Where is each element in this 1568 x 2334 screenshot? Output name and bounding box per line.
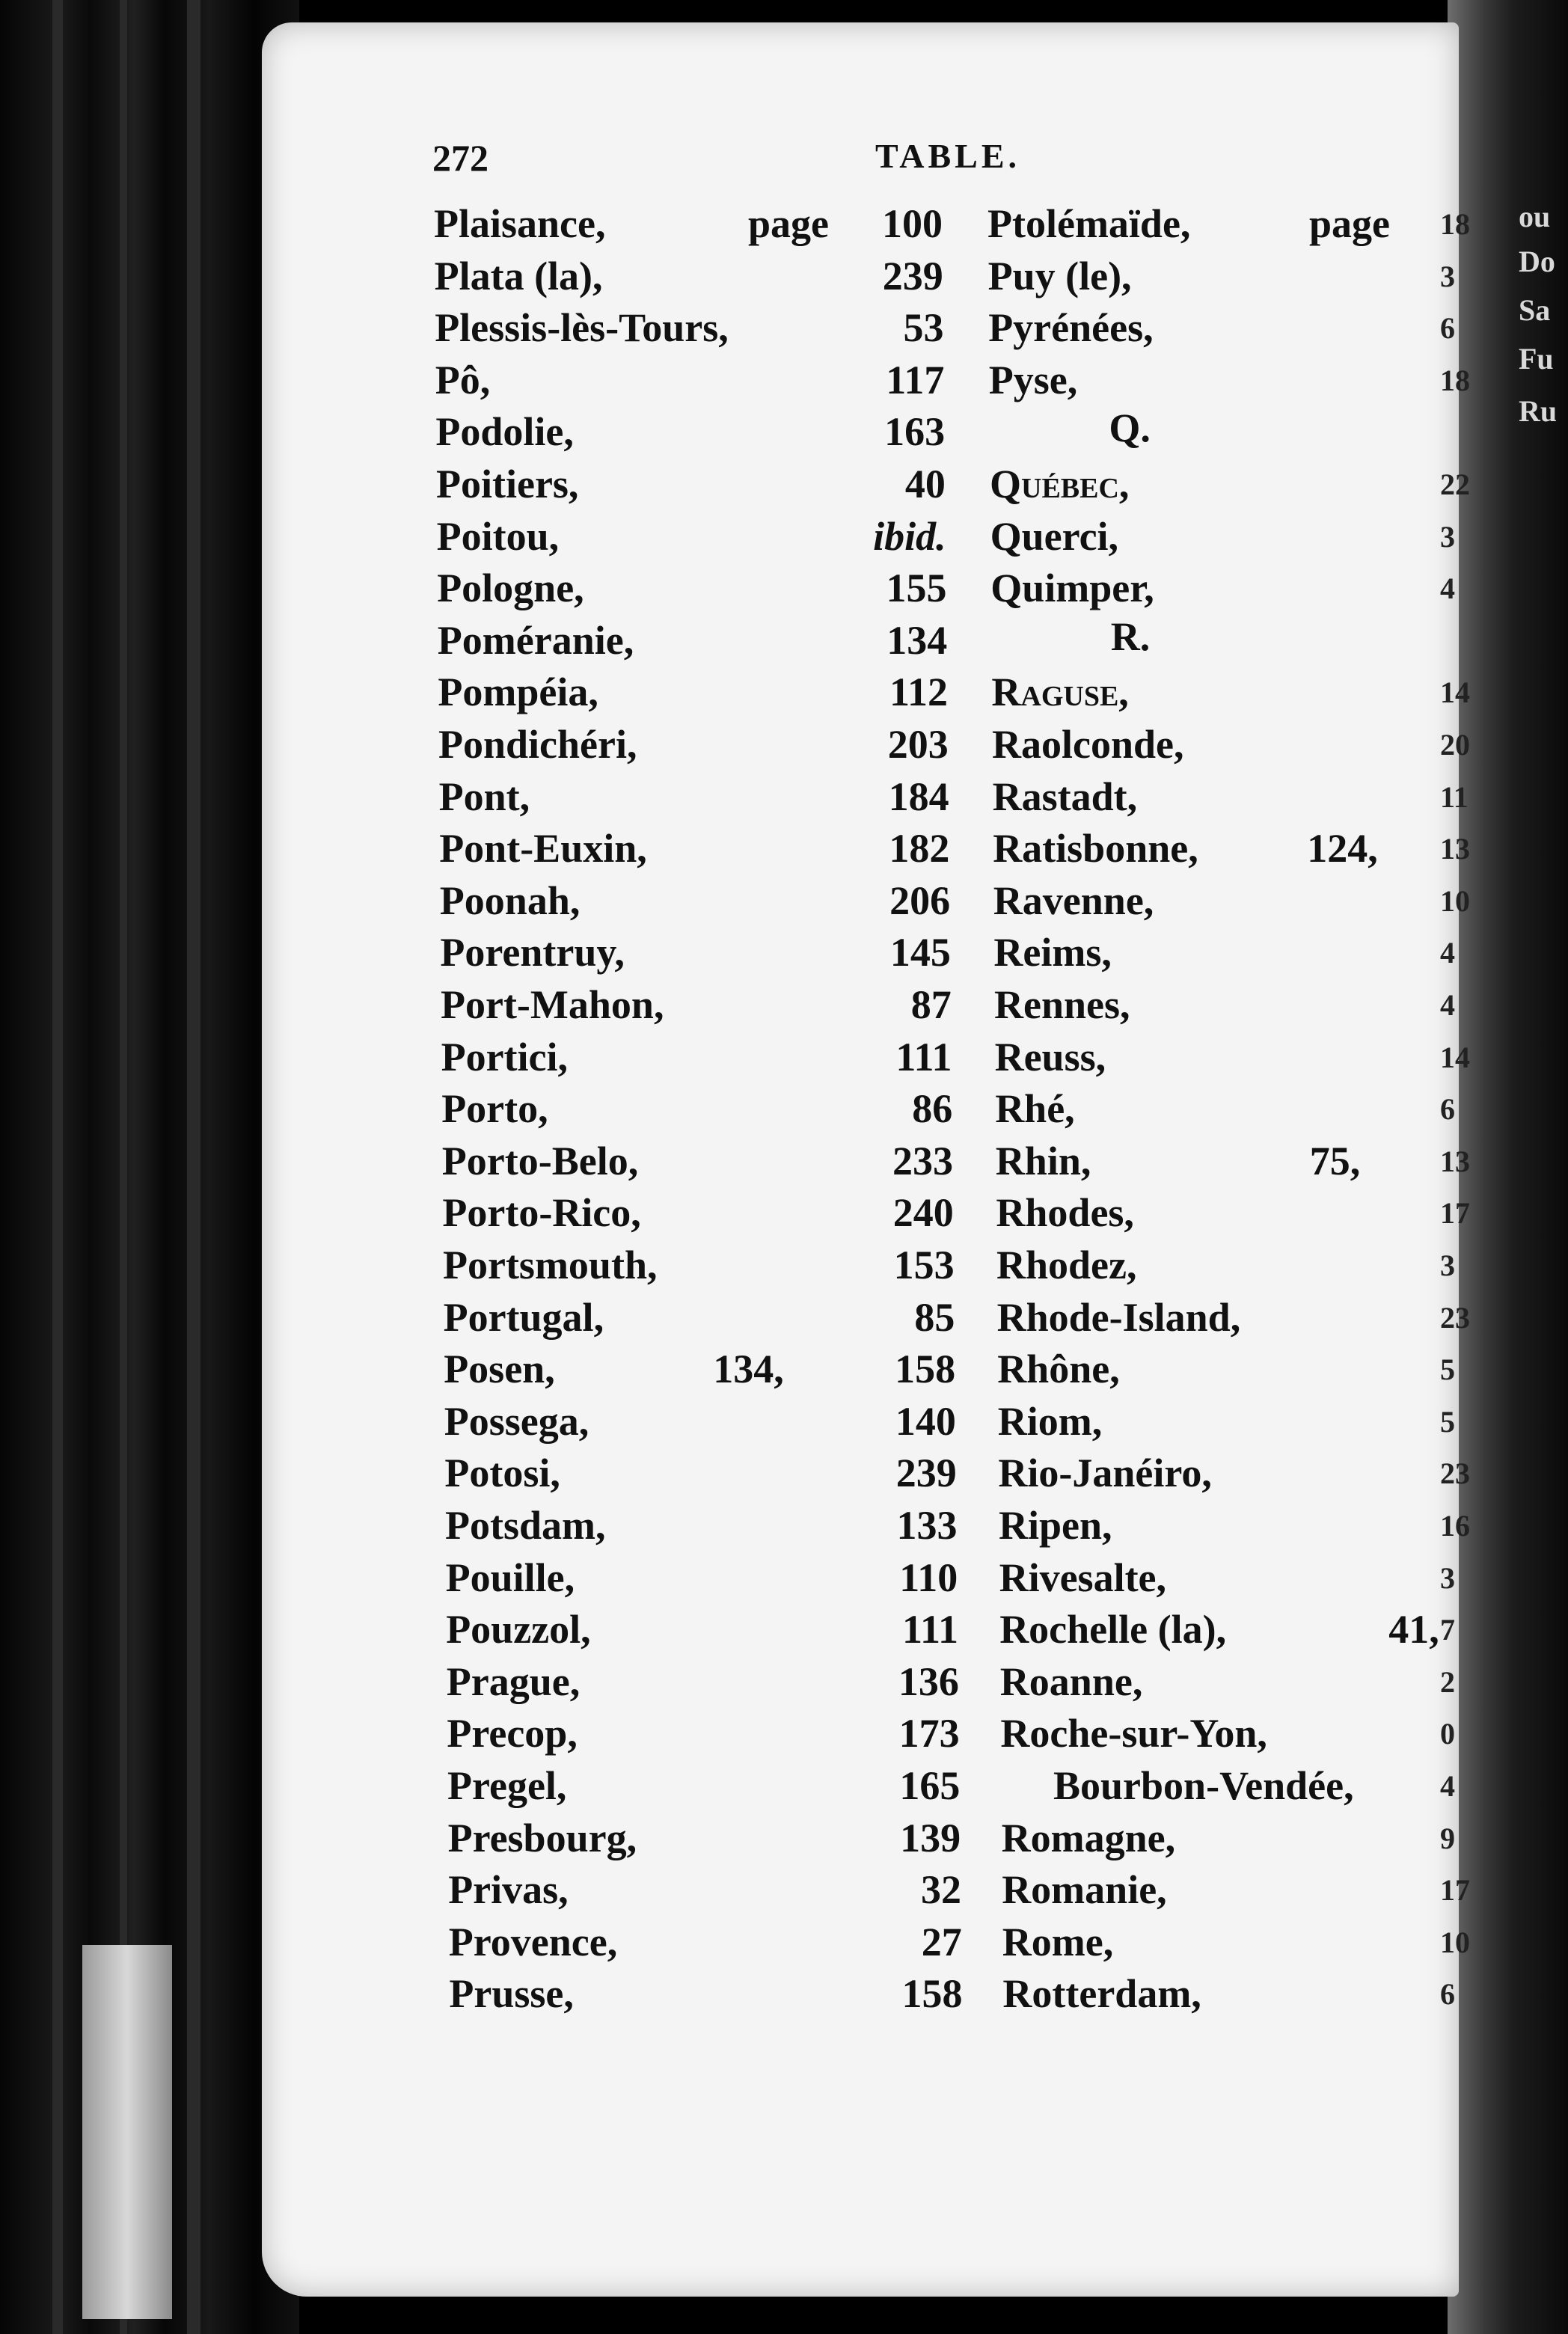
entry-page-number: 136 — [898, 1658, 959, 1704]
entry-name: Quimper, — [990, 566, 1154, 611]
cut-off-page-number: 17 — [1440, 1873, 1470, 1908]
entry-page-number: 182 — [889, 826, 950, 872]
entry-name: Ravenne, — [993, 877, 1154, 923]
index-entry — [443, 1242, 955, 1288]
index-entry — [445, 1555, 958, 1601]
entry-name: Raolconde, — [992, 722, 1184, 767]
cut-off-page-number: 7 — [1440, 1613, 1455, 1647]
entry-name: Porto-Rico, — [442, 1190, 641, 1236]
index-entry — [1000, 1710, 1479, 1756]
entry-name: Ptolémaïde, — [987, 201, 1191, 246]
index-entry — [446, 1606, 959, 1653]
cut-off-page-number: 23 — [1440, 1300, 1470, 1335]
cut-off-page-number: 6 — [1440, 311, 1455, 346]
index-entry — [444, 1346, 956, 1392]
entry-name: Prusse, — [449, 1971, 574, 2017]
cut-off-page-number: 5 — [1440, 1353, 1455, 1387]
entry-name: Québec, — [990, 462, 1130, 506]
entry-name: Ripen, — [999, 1503, 1112, 1548]
entry-name: Potsdam, — [445, 1503, 606, 1548]
entry-name: Querci, — [990, 513, 1119, 559]
cut-off-page-number: 23 — [1440, 1457, 1470, 1491]
index-entry — [440, 929, 949, 975]
entry-extra-page: 41, — [1388, 1607, 1439, 1653]
entry-name: Rochelle (la), — [999, 1607, 1227, 1653]
entry-name: Rhé, — [995, 1086, 1075, 1132]
cut-off-page-number: 13 — [1440, 832, 1470, 866]
index-entry — [999, 1502, 1477, 1549]
bleed-text: Ru — [1519, 394, 1558, 428]
index-entry — [993, 774, 1471, 820]
index-entry — [441, 1034, 950, 1080]
entry-extra-page: 75, — [1309, 1138, 1361, 1183]
cut-off-page-number: 6 — [1440, 1092, 1455, 1127]
entry-name: Puy (le), — [987, 253, 1132, 298]
entry-name: Rhin, — [995, 1138, 1091, 1183]
entry-name: Pont, — [438, 774, 530, 819]
index-entry — [996, 1189, 1474, 1236]
index-entry — [990, 461, 1469, 507]
entry-name: Rennes, — [994, 982, 1130, 1027]
index-entry — [448, 1866, 961, 1913]
index-entry — [996, 1242, 1475, 1288]
cut-off-page-number: 0 — [1440, 1717, 1455, 1751]
index-entry — [988, 253, 1467, 299]
index-entry — [999, 1606, 1478, 1653]
entry-page-number: 112 — [889, 670, 948, 715]
index-entry — [435, 253, 943, 299]
entry-name: Roche-sur-Yon, — [1000, 1711, 1267, 1756]
index-entry — [991, 669, 1470, 715]
index-entry — [988, 304, 1467, 351]
bleed-text: Sa — [1519, 293, 1551, 327]
entry-name: Raguse, — [991, 670, 1129, 715]
index-entry — [1002, 1866, 1480, 1913]
index-entry — [435, 408, 944, 455]
entry-name: Romagne, — [1001, 1815, 1176, 1860]
entry-name: Pont-Euxin, — [439, 826, 647, 872]
bleed-text: ou — [1519, 200, 1551, 233]
index-entry — [997, 1294, 1476, 1341]
index-entry — [436, 461, 945, 507]
entry-page-number: 233 — [892, 1138, 954, 1183]
index-entry — [447, 1710, 960, 1756]
entry-page-number: 163 — [884, 409, 946, 455]
index-entry — [992, 721, 1471, 768]
entry-name: Plessis-lès-Tours, — [435, 305, 729, 351]
index-entry — [437, 513, 946, 560]
cut-off-page-number: 22 — [1440, 468, 1470, 501]
entry-name: Provence, — [448, 1919, 618, 1964]
entry-page-number: 100 — [882, 201, 943, 246]
entry-page-number: 184 — [888, 774, 949, 819]
index-entry — [438, 721, 947, 768]
index-entry — [998, 1450, 1477, 1496]
book-binding — [0, 0, 299, 2334]
cut-off-page-number: 3 — [1440, 1249, 1455, 1282]
entry-name: Portsmouth, — [443, 1243, 658, 1287]
entry-name: Plata (la), — [434, 253, 603, 298]
entry-page-number: 240 — [892, 1190, 954, 1236]
index-entry — [1002, 1970, 1481, 2017]
index-entry — [447, 1762, 961, 1809]
entry-page-number: ibid. — [873, 513, 946, 559]
entry-name: Ratisbonne, — [993, 826, 1198, 872]
cut-off-page-number: 4 — [1440, 936, 1455, 970]
entry-page-number: 111 — [902, 1607, 959, 1653]
page-number: 272 — [432, 137, 489, 179]
entry-page-number: 133 — [896, 1503, 958, 1548]
entry-name: Reims, — [993, 930, 1112, 975]
index-entry — [997, 1346, 1476, 1392]
cut-off-page-number: 2 — [1440, 1664, 1455, 1699]
index-entry — [445, 1502, 958, 1549]
index-entry — [993, 877, 1472, 924]
page-title: TABLE. — [875, 137, 1021, 175]
entry-page-number: 158 — [895, 1347, 956, 1392]
index-entry — [1053, 1762, 1532, 1809]
index-entry — [994, 981, 1473, 1028]
cut-off-page-number: 10 — [1440, 883, 1470, 918]
section-letter: Q. — [1109, 405, 1151, 451]
entry-name: Porto, — [441, 1086, 548, 1132]
index-entry — [990, 513, 1469, 560]
entry-name: Port-Mahon, — [441, 982, 664, 1027]
entry-name: Rastadt, — [992, 774, 1138, 819]
entry-name: Privas, — [448, 1867, 569, 1913]
binding-stripe — [52, 0, 63, 2334]
index-entry — [1002, 1815, 1480, 1861]
entry-name: Pompéia, — [438, 670, 598, 715]
index-entry — [442, 1189, 954, 1236]
entry-name: Pouille, — [445, 1555, 575, 1600]
index-entry — [441, 1085, 953, 1132]
entry-page-number: 173 — [898, 1711, 960, 1756]
entry-page-number: 153 — [893, 1243, 955, 1287]
entry-page-number: 239 — [882, 253, 943, 298]
entry-page-number: 111 — [895, 1034, 952, 1079]
index-entry — [435, 357, 944, 403]
index-entry — [1000, 1658, 1479, 1705]
entry-page-number: 134 — [886, 617, 948, 663]
entry-name: Poonah, — [439, 877, 581, 923]
entry-name: Rio-Janéiro, — [998, 1451, 1212, 1496]
entry-extra-page: 134, — [713, 1347, 784, 1392]
entry-page-number: 165 — [899, 1763, 961, 1808]
index-entry — [437, 565, 946, 611]
entry-name: Rotterdam, — [1002, 1971, 1201, 2017]
index-entry — [440, 877, 949, 924]
entry-page-number: 203 — [887, 722, 949, 767]
entry-name: Pondichéri, — [438, 722, 637, 767]
book-page — [262, 22, 1470, 2297]
entry-name: Prague, — [446, 1658, 581, 1704]
entry-name: Rhode-Island, — [996, 1294, 1241, 1340]
index-entry — [439, 774, 948, 820]
entry-page-word: page — [748, 201, 829, 246]
index-entry — [438, 669, 946, 715]
cut-off-page-number: 18 — [1440, 207, 1470, 241]
entry-name: Pyrénées, — [988, 305, 1154, 351]
page-content — [262, 22, 1470, 2297]
bleed-text: Fu — [1519, 342, 1554, 376]
index-entry — [435, 304, 943, 351]
entry-name: Poitou, — [436, 513, 560, 559]
index-entry — [989, 357, 1468, 403]
index-entry — [995, 1034, 1474, 1080]
index-entry — [443, 1294, 955, 1341]
entry-name: Plaisance, — [434, 201, 606, 246]
entry-name: Pregel, — [447, 1763, 567, 1808]
index-entry — [434, 200, 943, 247]
cut-off-page-number: 5 — [1440, 1404, 1455, 1439]
cut-off-page-number: 17 — [1440, 1196, 1470, 1231]
entry-page-number: 140 — [895, 1398, 956, 1444]
entry-name: Rhodes, — [996, 1190, 1134, 1236]
entry-page-number: 87 — [910, 982, 952, 1027]
entry-page-number: 158 — [901, 1971, 963, 2017]
entry-page-number: 53 — [903, 305, 944, 351]
index-entry — [1002, 1919, 1481, 1965]
entry-name: Possega, — [444, 1398, 589, 1444]
entry-page-word: page — [1309, 201, 1390, 246]
entry-page-number: 117 — [886, 357, 945, 402]
entry-page-number: 155 — [886, 566, 947, 611]
binding-stripe — [187, 0, 200, 2334]
entry-page-number: 32 — [920, 1867, 961, 1913]
entry-extra-page: 124, — [1307, 826, 1378, 872]
entry-name: Porto-Belo, — [441, 1138, 639, 1183]
entry-name: Posen, — [444, 1347, 555, 1392]
entry-name: Poitiers, — [436, 462, 579, 506]
cut-off-page-number: 4 — [1440, 988, 1455, 1022]
cut-off-page-number: 14 — [1440, 1040, 1470, 1074]
entry-name: Precop, — [447, 1711, 578, 1756]
index-entry — [441, 981, 952, 1028]
index-entry — [993, 825, 1471, 872]
index-entry — [993, 929, 1472, 975]
cut-off-page-number: 13 — [1440, 1144, 1470, 1178]
cut-off-page-number: 3 — [1440, 519, 1455, 554]
entry-name: Pouzzol, — [446, 1607, 591, 1653]
entry-name: Potosi, — [444, 1451, 560, 1496]
entry-name: Bourbon-Vendée, — [1053, 1763, 1354, 1808]
entry-name: Presbourg, — [447, 1815, 637, 1860]
cut-off-page-number: 18 — [1440, 363, 1470, 397]
index-entry — [438, 617, 946, 664]
entry-name: Roanne, — [999, 1658, 1143, 1704]
entry-name: Portugal, — [443, 1294, 604, 1340]
cut-off-page-number: 6 — [1440, 1977, 1455, 2012]
entry-name: Rivesalte, — [999, 1555, 1167, 1600]
index-entry — [996, 1138, 1474, 1184]
entry-page-number: 27 — [921, 1919, 962, 1964]
cut-off-page-number: 4 — [1440, 1769, 1455, 1803]
entry-name: Rhodez, — [996, 1243, 1137, 1287]
entry-name: Pô, — [435, 357, 491, 402]
cut-off-page-number: 14 — [1440, 676, 1470, 710]
bleed-text: Do — [1519, 245, 1555, 278]
index-entry — [990, 565, 1469, 611]
entry-page-number: 139 — [900, 1815, 961, 1860]
index-entry — [995, 1085, 1474, 1132]
entry-name: Pyse, — [988, 357, 1078, 402]
entry-name: Romanie, — [1002, 1867, 1167, 1913]
index-entry — [998, 1398, 1477, 1445]
entry-page-number: 239 — [895, 1451, 957, 1496]
cut-off-page-number: 10 — [1440, 1925, 1470, 1959]
cut-off-page-number: 20 — [1440, 728, 1470, 762]
section-letter: R. — [1110, 613, 1151, 659]
entry-name: Porentruy, — [440, 930, 625, 975]
cut-off-page-number: 11 — [1440, 779, 1469, 814]
index-entry — [449, 1970, 963, 2017]
cut-off-page-number: 3 — [1440, 259, 1455, 293]
entry-page-number: 85 — [914, 1294, 955, 1340]
entry-name: Reuss, — [994, 1034, 1106, 1079]
index-entry — [447, 1815, 961, 1861]
entry-page-number: 110 — [899, 1555, 958, 1600]
index-entry — [446, 1658, 959, 1705]
cut-off-page-number: 4 — [1440, 572, 1455, 606]
cut-off-page-number: 9 — [1440, 1821, 1455, 1855]
index-entry — [987, 200, 1466, 247]
entry-name: Riom, — [997, 1398, 1103, 1444]
entry-page-number: 40 — [904, 462, 946, 506]
entry-name: Pologne, — [437, 566, 584, 611]
entry-page-number: 145 — [889, 930, 951, 975]
entry-page-number: 86 — [912, 1086, 953, 1132]
index-entry — [441, 1138, 954, 1184]
cut-off-page-number: 16 — [1440, 1509, 1470, 1543]
entry-name: Portici, — [441, 1034, 569, 1079]
index-entry — [448, 1919, 962, 1965]
index-entry — [439, 825, 948, 872]
index-entry — [444, 1450, 957, 1496]
page-edge-highlight — [82, 1945, 172, 2319]
entry-name: Poméranie, — [437, 617, 634, 663]
cut-off-page-number: 3 — [1440, 1560, 1455, 1595]
entry-name: Rome, — [1002, 1919, 1114, 1964]
entry-name: Rhône, — [997, 1347, 1120, 1392]
index-entry — [999, 1555, 1478, 1601]
entry-name: Podolie, — [435, 409, 574, 455]
entry-page-number: 206 — [889, 877, 951, 923]
index-entry — [444, 1398, 956, 1445]
